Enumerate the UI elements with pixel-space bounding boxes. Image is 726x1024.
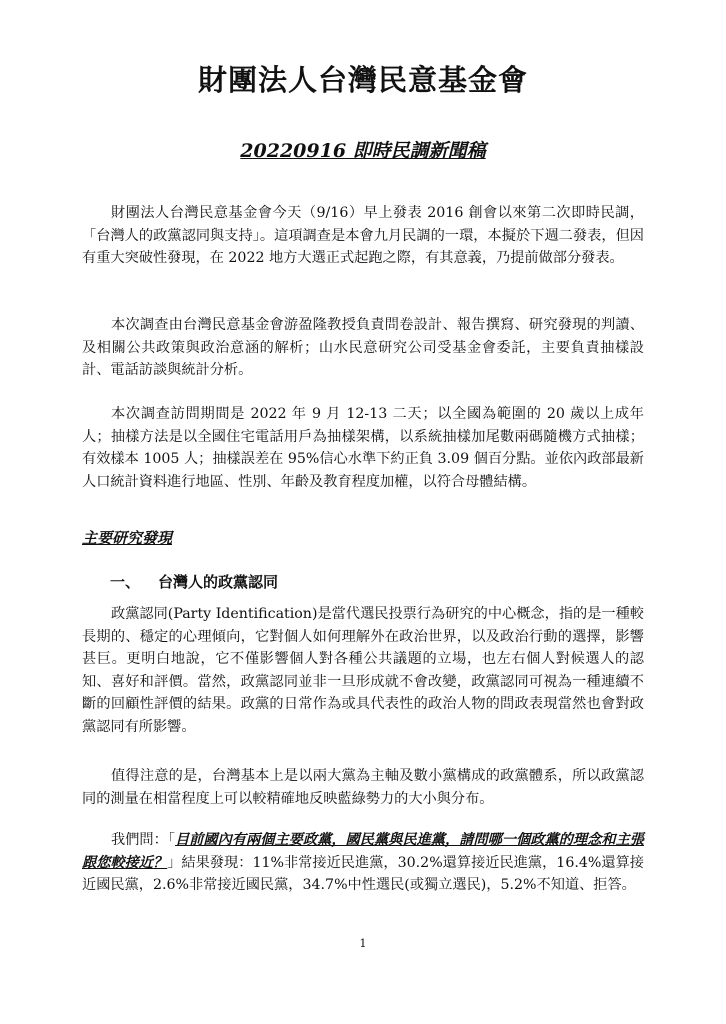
document-title: 財團法人台灣民意基金會 [197, 63, 528, 97]
methodology-paragraph: 本次調查訪問期間是 2022 年 9 月 12-13 二天；以全國為範圍的 20 歲以上成年人；抽樣方法是以全國住宅電話用戶為抽樣架構，以系統抽樣加尾數兩碼隨機方式抽樣；有效樣本 1005 人；抽樣誤差在 95%信心水準下約正負 3.09 個百分點。並依內政部最新人口統計資料進行地區、性別、年齡及教育程度加權，以符合母體結構。 [82, 406, 644, 490]
party-identification-paragraph: 政黨認同(Party Identification)是當代選民投票行為研究的中心概念，指的是一種較長期的、穩定的心理傾向，它對個人如何理解外在政治世界，以及政治行動的選擇，影響甚巨。更明白地說，它不僅影響個人對各種公共議題的立場，也左右個人對候選人的認知、喜好和評價。當然，政黨認同並非一旦形成就不會改變，政黨認同可視為一種連續不斷的回顧性評價的結果。政黨的日常作為或具代表性的政治人物的問政表現當然也會對政黨認同有所影響。 [82, 606, 644, 735]
survey-results: 11%非常接近民進黨，30.2%還算接近民進黨，16.4%還算接近國民黨，2.6%非常接近國民黨，34.7%中性選民(或獨立選民)，5.2%不知道、拒答。 [82, 854, 644, 894]
party-system-paragraph: 值得注意的是，台灣基本上是以兩大黨為主軸及數小黨構成的政黨體系，所以政黨認同的測量在相當程度上可以較精確地反映藍綠勢力的大小與分布。 [82, 768, 644, 807]
question-intro: 我們問：「 [111, 832, 175, 848]
survey-question: 目前國內有兩個主要政黨，國民黨與民進黨，請問哪一個政黨的理念和主張跟您較接近？ [82, 832, 644, 871]
sub-heading-text: 台灣人的政黨認同 [158, 573, 279, 591]
question-close: 」結果發現： [167, 854, 253, 871]
page-number: 1 [359, 937, 367, 950]
section-heading: 主要研究發現 [82, 529, 173, 547]
sub-heading [110, 571, 278, 592]
intro-paragraph: 財團法人台灣民意基金會今天（9/16）早上發表 2016 創會以來第二次即時民調，「台灣人的政黨認同與支持」。這項調查是本會九月民調的一環，本擬於下週二發表，但因有重大突破性發現，在 2022 地方大選正式起跑之際，有其意義，乃提前做部分發表。 [82, 205, 644, 267]
sub-heading-number: 一、 [110, 573, 141, 591]
research-team-paragraph: 本次調查由台灣民意基金會游盈隆教授負責問卷設計、報告撰寫、研究發現的判讀、及相關公共政策與政治意涵的解析；山水民意研究公司受基金會委託，主要負責抽樣設計、電話訪談與統計分析。 [82, 317, 644, 379]
press-release-subtitle: 20220916 即時民調新聞稿 [240, 140, 486, 162]
survey-result-paragraph [82, 829, 644, 897]
